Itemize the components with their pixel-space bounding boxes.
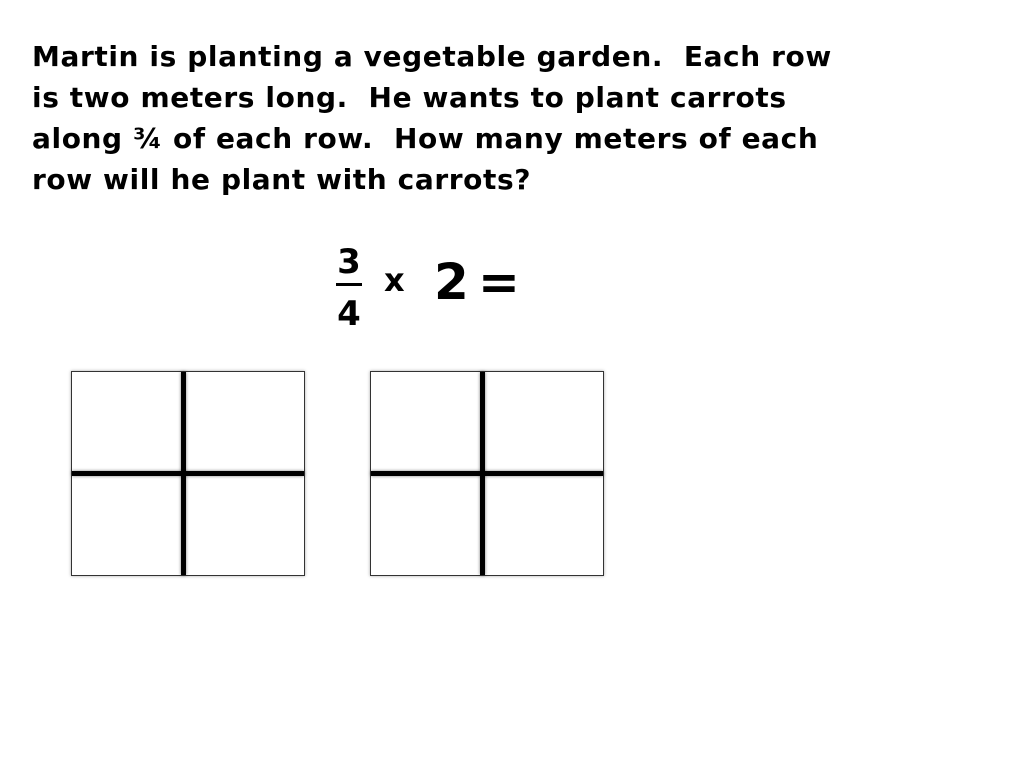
problem-line-3: along ¾ of each row. How many meters of each [32,122,819,155]
equals-sign: = [478,253,520,311]
fraction-bar [336,283,362,286]
word-problem-text [32,36,962,200]
problem-line-1: Martin is planting a vegetable garden. Each row [32,40,832,73]
multiplication-sign: x [384,261,405,299]
grid-horizontal-divider [72,471,304,476]
whole-number: 2 [434,253,469,311]
fraction-numerator: 3 [337,242,361,282]
fraction-model-grid-1 [71,371,305,576]
problem-line-2: is two meters long. He wants to plant carrots [32,81,787,114]
grid-horizontal-divider [371,471,603,476]
fraction-denominator: 4 [337,294,361,334]
fraction-model-grid-2 [370,371,604,576]
problem-line-4: row will he plant with carrots? [32,163,532,196]
